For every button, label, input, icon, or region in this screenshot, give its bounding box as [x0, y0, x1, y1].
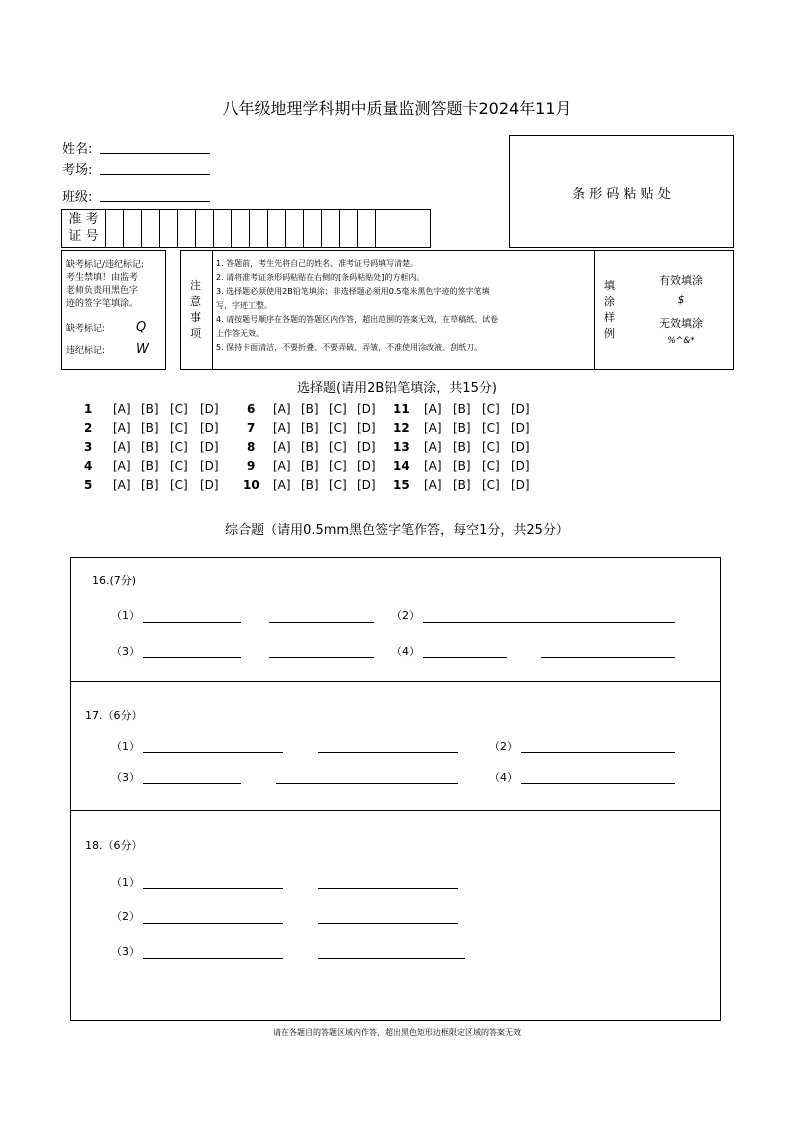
option-c[interactable]: [C] — [329, 440, 347, 454]
id-cell[interactable] — [178, 210, 196, 247]
option-b[interactable]: [B] — [141, 459, 159, 473]
q17-label: 17.（6分） — [85, 709, 143, 722]
option-d[interactable]: [D] — [200, 478, 219, 492]
blank-label: （3） — [111, 945, 140, 958]
option-b[interactable]: [B] — [141, 478, 159, 492]
option-c[interactable]: [C] — [482, 459, 500, 473]
answer-blank[interactable] — [541, 656, 675, 658]
blank-label: （4） — [489, 771, 518, 784]
answer-blank[interactable] — [521, 751, 675, 753]
option-d[interactable]: [D] — [357, 459, 376, 473]
notes-divider — [594, 251, 595, 369]
option-a[interactable]: [A] — [273, 421, 291, 435]
question-number: 3 — [84, 440, 93, 454]
answer-blank[interactable] — [269, 656, 374, 658]
option-b[interactable]: [B] — [453, 421, 471, 435]
option-a[interactable]: [A] — [113, 478, 131, 492]
exam-id-label — [62, 210, 106, 247]
notes-label-char: 意 — [190, 295, 201, 308]
option-b[interactable]: [B] — [453, 440, 471, 454]
question-number: 7 — [247, 421, 256, 435]
footer-note: 请在各题目的答题区域内作答，超出黑色矩形边框限定区域的答案无效 — [273, 1028, 521, 1037]
blank-label: （4） — [391, 645, 420, 658]
barcode-label: 条 形 码 粘 贴 处 — [572, 187, 671, 202]
answer-blank[interactable] — [423, 656, 507, 658]
notes-box — [180, 250, 734, 370]
q17-answer-area[interactable] — [70, 681, 721, 811]
q18-label: 18.（6分） — [85, 839, 143, 852]
option-c[interactable]: [C] — [170, 459, 188, 473]
notes-label-col — [181, 251, 213, 369]
option-c[interactable]: [C] — [329, 402, 347, 416]
question-number: 11 — [393, 402, 410, 416]
id-cell[interactable] — [250, 210, 268, 247]
answer-blank[interactable] — [318, 751, 458, 753]
id-cell[interactable] — [340, 210, 358, 247]
question-number: 9 — [247, 459, 256, 473]
notes-label — [190, 278, 201, 342]
option-b[interactable]: [B] — [141, 421, 159, 435]
option-c[interactable]: [C] — [170, 402, 188, 416]
absent-checkbox[interactable]: Q — [136, 320, 147, 335]
answer-blank[interactable] — [143, 922, 283, 924]
option-d[interactable]: [D] — [200, 459, 219, 473]
option-a[interactable]: [A] — [273, 402, 291, 416]
notes-list — [216, 257, 596, 355]
fill-label-char: 例 — [604, 327, 615, 340]
blank-label: （1） — [111, 740, 140, 753]
id-cell[interactable] — [232, 210, 250, 247]
id-cell[interactable] — [304, 210, 322, 247]
violation-checkbox[interactable]: W — [136, 342, 149, 357]
option-c[interactable]: [C] — [170, 421, 188, 435]
absent-line2: 老师负责用黑色字 — [66, 286, 139, 296]
id-cell[interactable] — [106, 210, 124, 247]
id-cell[interactable] — [160, 210, 178, 247]
answer-blank[interactable] — [318, 922, 458, 924]
question-number: 10 — [243, 478, 260, 492]
violation-label: 违纪标记: — [66, 346, 106, 356]
question-number: 2 — [84, 421, 93, 435]
option-c[interactable]: [C] — [170, 440, 188, 454]
option-a[interactable]: [A] — [273, 440, 291, 454]
blank-label: （3） — [111, 645, 140, 658]
option-c[interactable]: [C] — [170, 478, 188, 492]
question-number: 5 — [84, 478, 93, 492]
option-d[interactable]: [D] — [357, 402, 376, 416]
q16-label: 16.(7分) — [92, 574, 137, 587]
name-field[interactable] — [100, 152, 210, 154]
answer-blank[interactable] — [143, 782, 241, 784]
page-title: 八年级地理学科期中质量监测答题卡2024年11月 — [222, 99, 572, 118]
option-b[interactable]: [B] — [301, 459, 319, 473]
answer-blank[interactable] — [318, 957, 465, 959]
comprehensive-title: 综合题（请用0.5mm黑色签字笔作答，每空1分，共25分） — [225, 523, 569, 538]
option-a[interactable]: [A] — [113, 402, 131, 416]
option-c[interactable]: [C] — [482, 402, 500, 416]
absent-header: 缺考标记/违纪标记: — [66, 260, 145, 270]
option-b[interactable]: [B] — [301, 402, 319, 416]
blank-label: （1） — [111, 876, 140, 889]
answer-blank[interactable] — [143, 887, 283, 889]
blank-label: （2） — [489, 740, 518, 753]
option-d[interactable]: [D] — [511, 459, 530, 473]
question-number: 14 — [393, 459, 410, 473]
answer-blank[interactable] — [423, 621, 675, 623]
option-a[interactable]: [A] — [424, 459, 442, 473]
option-a[interactable]: [A] — [113, 440, 131, 454]
question-number: 6 — [247, 402, 256, 416]
option-a[interactable]: [A] — [273, 459, 291, 473]
fill-label-char: 填 — [604, 279, 615, 292]
note-item: 1. 答题前，考生先将自己的姓名、准考证号码填写清楚。 — [216, 259, 419, 268]
option-c[interactable]: [C] — [482, 421, 500, 435]
id-cell[interactable] — [322, 210, 340, 247]
id-cell[interactable] — [142, 210, 160, 247]
exam-id-cells — [106, 210, 392, 247]
notes-label-char: 注 — [190, 279, 201, 292]
option-b[interactable]: [B] — [453, 478, 471, 492]
absent-line3: 迹的签字笔填涂。 — [66, 299, 139, 309]
note-item: 5. 保持卡面清洁，不要折叠、不要弄破、弄皱，不准使用涂改液、刮纸刀。 — [216, 343, 483, 352]
blank-label: （2） — [391, 609, 420, 622]
absent-line1: 考生禁填！由监考 — [66, 273, 139, 283]
id-cell[interactable] — [214, 210, 232, 247]
notes-label-char: 事 — [190, 311, 201, 324]
option-c[interactable]: [C] — [329, 459, 347, 473]
question-number: 12 — [393, 421, 410, 435]
option-d[interactable]: [D] — [200, 402, 219, 416]
notes-label-char: 项 — [190, 327, 201, 340]
option-b[interactable]: [B] — [141, 440, 159, 454]
note-item: 上作答无效。 — [216, 329, 264, 338]
note-item: 4. 请按题号顺序在各题的答题区内作答，超出范围的答案无效，在草稿纸、试卷 — [216, 315, 499, 324]
option-d[interactable]: [D] — [357, 440, 376, 454]
absent-mark-box — [61, 250, 166, 370]
answer-blank[interactable] — [318, 887, 458, 889]
note-item: 3. 选择题必须使用2B铅笔填涂；非选择题必须用0.5毫米黑色字迹的签字笔填 — [216, 287, 490, 296]
question-number: 8 — [247, 440, 256, 454]
option-a[interactable]: [A] — [113, 459, 131, 473]
fill-label-char: 涂 — [604, 295, 615, 308]
option-a[interactable]: [A] — [424, 421, 442, 435]
option-b[interactable]: [B] — [141, 402, 159, 416]
option-d[interactable]: [D] — [511, 478, 530, 492]
option-d[interactable]: [D] — [357, 421, 376, 435]
option-c[interactable]: [C] — [482, 440, 500, 454]
invalid-fill-label: 无效填涂 — [659, 317, 703, 330]
id-cell[interactable] — [358, 210, 376, 247]
question-number: 15 — [393, 478, 410, 492]
option-a[interactable]: [A] — [424, 402, 442, 416]
class-field[interactable] — [100, 200, 210, 202]
answer-blank[interactable] — [269, 621, 374, 623]
id-cell[interactable] — [376, 210, 392, 247]
absent-label: 缺考标记: — [66, 324, 106, 334]
option-a[interactable]: [A] — [273, 478, 291, 492]
id-cell[interactable] — [196, 210, 214, 247]
answer-blank[interactable] — [521, 782, 675, 784]
option-b[interactable]: [B] — [453, 402, 471, 416]
option-c[interactable]: [C] — [329, 421, 347, 435]
answer-blank[interactable] — [143, 621, 241, 623]
option-d[interactable]: [D] — [511, 402, 530, 416]
invalid-fill-mark: %^&* — [667, 336, 695, 346]
option-b[interactable]: [B] — [301, 440, 319, 454]
answer-blank[interactable] — [143, 656, 241, 658]
answer-blank[interactable] — [143, 957, 283, 959]
option-c[interactable]: [C] — [329, 478, 347, 492]
room-field[interactable] — [100, 173, 210, 175]
option-a[interactable]: [A] — [113, 421, 131, 435]
room-label: 考场: — [62, 163, 93, 178]
option-d[interactable]: [D] — [200, 421, 219, 435]
blank-label: （3） — [111, 771, 140, 784]
id-cell[interactable] — [286, 210, 304, 247]
note-item: 写，字迹工整。 — [216, 301, 272, 310]
option-d[interactable]: [D] — [200, 440, 219, 454]
question-number: 1 — [84, 402, 93, 416]
option-c[interactable]: [C] — [482, 478, 500, 492]
blank-label: （1） — [111, 609, 140, 622]
option-a[interactable]: [A] — [424, 478, 442, 492]
barcode-box[interactable] — [509, 135, 734, 248]
q16-answer-area[interactable] — [70, 557, 721, 682]
valid-fill-mark: $ — [677, 293, 685, 306]
option-b[interactable]: [B] — [301, 421, 319, 435]
fill-example-label — [604, 278, 615, 342]
answer-blank[interactable] — [276, 782, 458, 784]
note-item: 2. 请将准考证条形码粘贴在右侧的[条码粘贴处]的方框内。 — [216, 273, 425, 282]
name-label: 姓名: — [62, 142, 93, 157]
class-label: 班级: — [62, 190, 93, 205]
option-d[interactable]: [D] — [357, 478, 376, 492]
option-b[interactable]: [B] — [301, 478, 319, 492]
option-d[interactable]: [D] — [511, 421, 530, 435]
option-b[interactable]: [B] — [453, 459, 471, 473]
option-d[interactable]: [D] — [511, 440, 530, 454]
q18-answer-area[interactable] — [70, 810, 721, 1021]
option-a[interactable]: [A] — [424, 440, 442, 454]
fill-label-char: 样 — [604, 311, 615, 324]
question-number: 4 — [84, 459, 93, 473]
blank-label: （2） — [111, 910, 140, 923]
question-number: 13 — [393, 440, 410, 454]
mcq-title: 选择题(请用2B铅笔填涂，共15分) — [297, 381, 497, 396]
exam-id-label-bottom: 证 号 — [68, 229, 99, 244]
id-cell[interactable] — [124, 210, 142, 247]
exam-id-label-top: 准 考 — [68, 212, 99, 227]
id-cell[interactable] — [268, 210, 286, 247]
answer-blank[interactable] — [143, 751, 283, 753]
exam-id-grid — [61, 209, 431, 248]
valid-fill-label: 有效填涂 — [659, 274, 703, 287]
